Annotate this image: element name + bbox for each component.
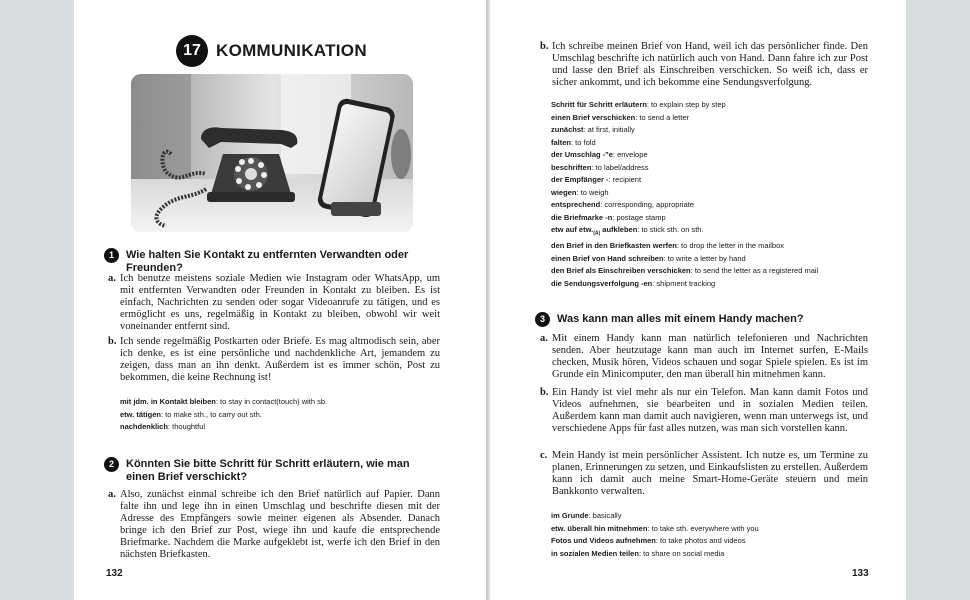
answer-label: b. — [540, 41, 549, 52]
question-3-text: Was kann man alles mit einem Handy machen? — [557, 313, 804, 325]
vocab-item: etw auf $etw._{(A)}$ aufkleben: to stick sth. on sth. — [551, 225, 704, 237]
answer-label: b. — [540, 387, 549, 398]
answer-3c-text: Mein Handy ist mein persönlicher Assistent. Ich nutze es, um Termine zu planen, Erinnerungen zu setzen, und Einkaufslisten zu erstellen. Außerdem kann ich damit auch meine Smart-Home-Geräte steuern und mein Bankkonto verwalten. — [552, 450, 868, 497]
vocab-item: den Brief als Einschreiben verschicken: to send the letter as a registered mail — [551, 266, 819, 275]
vocab-item: etw. tätigen: to make sth., to carry out sth. — [120, 409, 262, 419]
question-number-badge: 3 — [535, 312, 550, 327]
page-number: 133 — [852, 568, 869, 579]
answer-2a — [108, 489, 440, 561]
answer-3b — [540, 387, 868, 435]
vocab-item: wiegen: to weigh — [551, 187, 609, 197]
telephone-photo — [131, 74, 413, 232]
vocab-item: nachdenklich: thoughtful — [120, 422, 206, 431]
vocab-item: entsprechend: corresponding, appropriate — [551, 200, 694, 209]
question-2-heading — [104, 458, 424, 484]
page-number: 132 — [106, 568, 123, 579]
vocab-item: Fotos und Videos aufnehmen: to take photos and videos — [551, 536, 746, 545]
vocab-item: Schritt für Schritt erläutern: to explain step by step — [551, 100, 726, 109]
answer-label: a. — [540, 333, 548, 344]
answer-2a-text: Also, zunächst einmal schreibe ich den Brief natürlich auf Papier. Dann falte ihn und lege ihn in einen Umschlag und beschrifte diesen mit der Adresse des Empfängers sowie meiner eigenen als Absender. Danach bringe ich den Brief zur Post, wiege ihn und kaufe die entsprechende Briefmarke. Nachdem die Marke aufgeklebt ist, werfe ich den Brief in den nächsten Briefkasten. — [120, 489, 440, 560]
answer-3b-text: Ein Handy ist viel mehr als nur ein Telefon. Man kann damit Fotos und Videos aufnehmen, sie bearbeiten und in sozialen Medien teilen. Außerdem kann man damit auch navigieren, wenn man unterwegs ist, und verschiedene Apps für fast alles nutzen, was man sich vorstellen kann. — [552, 387, 868, 434]
vocabulary-list-1 — [120, 396, 327, 434]
question-2-text: Könnten Sie bitte Schritt für Schritt erläutern, wie man einen Brief verschickt? — [126, 458, 410, 483]
answer-label: b. — [108, 336, 117, 347]
vocab-item: etw. überall hin mitnehmen: to take sth. everywhere with you — [551, 523, 759, 533]
question-number-badge: 1 — [104, 248, 119, 263]
answer-1a-text: Ich benutze meistens soziale Medien wie Instagram oder WhatsApp, um mit entfernten Verwandten oder Freunden in Kontakt zu bleiben. Es ist einfach, Nachrichten zu senden oder sogar Videoanrufe zu tätigen, und es ermöglicht es uns, regelmäßig in Kontakt zu bleiben, obwohl wir weit voneinander entfernt sind. — [120, 273, 440, 332]
vocab-item: einen Brief von Hand schreiben: to write a letter by hand — [551, 253, 746, 263]
answer-1a — [108, 273, 440, 333]
question-1-text: Wie halten Sie Kontakt zu entfernten Verwandten oder Freunden? — [126, 249, 409, 274]
chapter-title: KOMMUNIKATION — [216, 41, 367, 60]
question-number-badge: 2 — [104, 457, 119, 472]
vocab-item: falten: to fold — [551, 137, 596, 147]
vocab-item: die Briefmarke -n: postage stamp — [551, 212, 666, 222]
answer-1b — [108, 336, 440, 384]
answer-2b — [540, 41, 868, 89]
vocabulary-list-2 — [551, 99, 818, 290]
answer-label: a. — [108, 273, 116, 284]
question-1-heading — [104, 249, 444, 275]
vocab-item: im Grunde: basically — [551, 511, 622, 520]
vocab-item: der Umschlag -"e: envelope — [551, 150, 648, 159]
answer-3c — [540, 450, 868, 498]
vocab-item: einen Brief verschicken: to send a letter — [551, 112, 690, 122]
answer-3a — [540, 333, 868, 381]
right-page — [490, 0, 906, 600]
vocab-item: den Brief in den Briefkasten werfen: to drop the letter in the mailbox — [551, 241, 785, 250]
vocab-item: in sozialen Medien teilen: to share on social media — [551, 548, 725, 558]
answer-1b-text: Ich sende regelmäßig Postkarten oder Briefe. Es mag altmodisch sein, aber ich denke, es ist eine persönliche und nachdenkliche Art, jemandem zu zeigen, dass man an ihn denkt. Außerdem ist es immer schön, Post zu bekommen, die keine Rechnung ist! — [120, 336, 440, 383]
answer-label: c. — [540, 450, 548, 461]
telephone-illustration-icon — [131, 74, 413, 232]
vocab-item: der Empfänger -: recipient — [551, 175, 642, 184]
vocab-item: zunächst: at first, initially — [551, 125, 635, 134]
chapter-header — [176, 35, 367, 67]
answer-2b-text: Ich schreibe meinen Brief von Hand, weil ich das persönlicher finde. Den Umschlag beschrifte ich natürlich auch von Hand. Dann fahre ich zur Post und lasse den Brief als Einschreiben verschicken. So weiß ich, dass er sicher ankommt, und ich bekomme eine Sendungsverfolgung. — [552, 41, 868, 88]
vocabulary-list-3 — [551, 510, 759, 560]
vocab-item: die Sendungsverfolgung -en: shipment tracking — [551, 278, 716, 288]
answer-3a-text: Mit einem Handy kann man natürlich telefonieren und Nachrichten senden. Aber heutzutage kann man auch im Internet surfen, E-Mails checken, Musik hören, Videos schauen und sogar Spiele spielen. Es ist im Grunde ein Minicomputer, den man überall hin mitnehmen kann. — [552, 333, 868, 380]
left-page — [74, 0, 486, 600]
answer-label: a. — [108, 489, 116, 500]
vocab-item: beschriften: to label/address — [551, 162, 649, 172]
chapter-number-badge: 17 — [176, 35, 208, 67]
question-3-heading — [535, 313, 875, 327]
vocab-item: mit jdm. in Kontakt bleiben: to stay in contact(touch) with sb. — [120, 397, 328, 406]
